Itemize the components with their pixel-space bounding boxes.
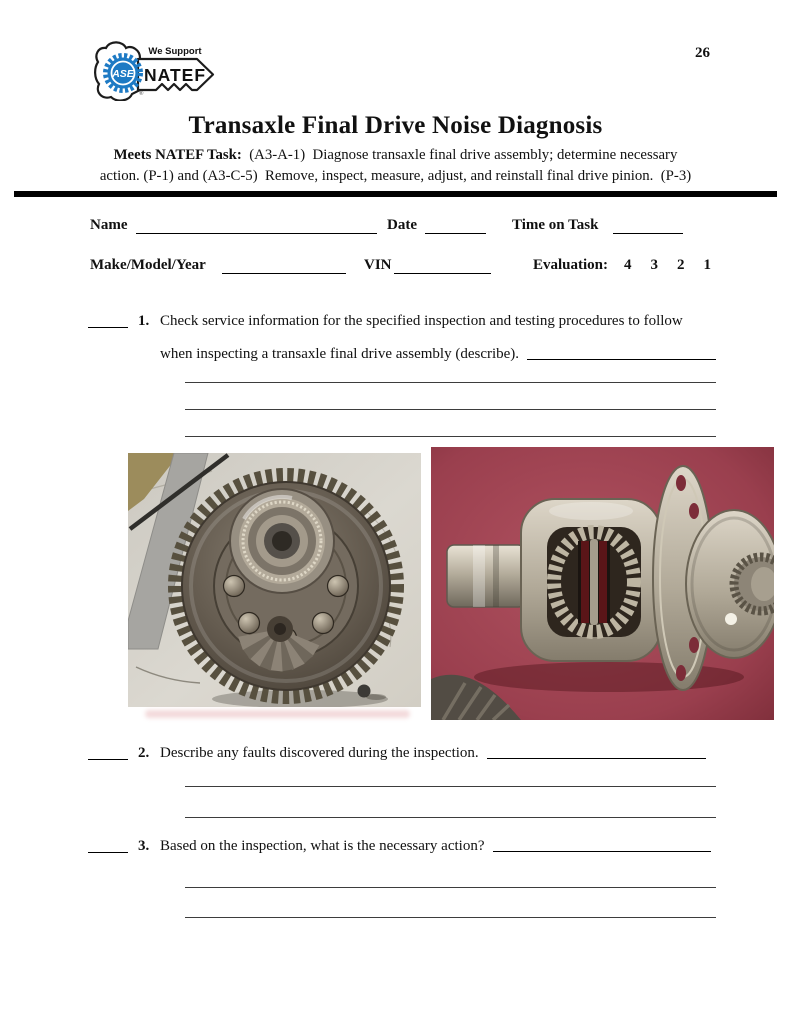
vin-blank (394, 273, 491, 274)
doc-title: Transaxle Final Drive Noise Diagnosis (188, 112, 603, 139)
natef-logo (93, 37, 221, 101)
divider-rule (14, 191, 777, 197)
q1-text-line2: when inspecting a transaxle final drive assembly (describe). (160, 346, 520, 362)
q3-grade-blank (88, 852, 128, 853)
date-blank (425, 233, 486, 234)
evaluation-score-1: 1 (703, 257, 711, 273)
q1-inline-answer-blank (527, 359, 716, 360)
task-line1: (A3-A-1) Diagnose transaxle final drive assembly; determine necessary (241, 147, 678, 163)
q1-text-line1: Check service information for the specified inspection and testing procedures to follow (160, 313, 683, 329)
name-label: Name (90, 217, 128, 233)
q3-answer-line-2 (185, 917, 716, 918)
case-window (547, 527, 641, 637)
evaluation-label: Evaluation: (533, 257, 609, 273)
q1-number: 1. (138, 313, 150, 329)
case-drum (686, 510, 774, 658)
q2-answer-line-1 (185, 786, 716, 787)
q2-text: Describe any faults discovered during the inspection. (160, 745, 479, 761)
q3-number: 3. (138, 838, 150, 854)
evaluation-scale (624, 257, 711, 274)
paint-dot (725, 613, 737, 625)
q1-line2-row (160, 346, 716, 363)
differential-case-photo (431, 447, 774, 720)
q3-answer-line-1 (185, 887, 716, 888)
task-label: Meets NATEF Task: (113, 147, 242, 163)
name-blank (136, 233, 377, 234)
evaluation-score-3: 3 (650, 257, 658, 273)
evaluation-score-4: 4 (624, 257, 632, 273)
time-on-task-label: Time on Task (512, 217, 599, 233)
pinion-bearing (230, 489, 334, 593)
q3-inline-answer-blank (493, 851, 712, 852)
q3-row (160, 838, 711, 855)
q2-answer-line-2 (185, 817, 716, 818)
logo-ase-text: ASE (112, 68, 134, 80)
scan-shadow (145, 710, 410, 718)
time-on-task-blank (613, 233, 683, 234)
q2-row (160, 745, 706, 762)
q2-inline-answer-blank (487, 758, 706, 759)
make-model-year-blank (222, 273, 346, 274)
q1-answer-line-2 (185, 409, 716, 410)
vin-label: VIN (364, 257, 392, 273)
date-label: Date (387, 217, 417, 233)
make-model-year-label: Make/Model/Year (90, 257, 206, 273)
q2-grade-blank (88, 759, 128, 760)
logo-we-support-text: We Support (148, 46, 202, 57)
q1-answer-line-3 (185, 436, 716, 437)
page-number: 26 (695, 45, 710, 61)
q3-text: Based on the inspection, what is the necessary action? (160, 838, 485, 854)
q2-number: 2. (138, 745, 150, 761)
q1-answer-line-1 (185, 382, 716, 383)
ring-gear-photo (128, 453, 421, 707)
logo-natef-text: NATEF (143, 65, 207, 85)
task-line2: action. (P-1) and (A3-C-5) Remove, inspect, measure, adjust, and reinstall final drive pinion. (P-3) (99, 168, 692, 184)
registered-mark: ® (139, 91, 144, 97)
evaluation-score-2: 2 (677, 257, 685, 273)
axle-stub (447, 545, 525, 607)
q1-grade-blank (88, 327, 128, 328)
task-statement (60, 145, 731, 187)
